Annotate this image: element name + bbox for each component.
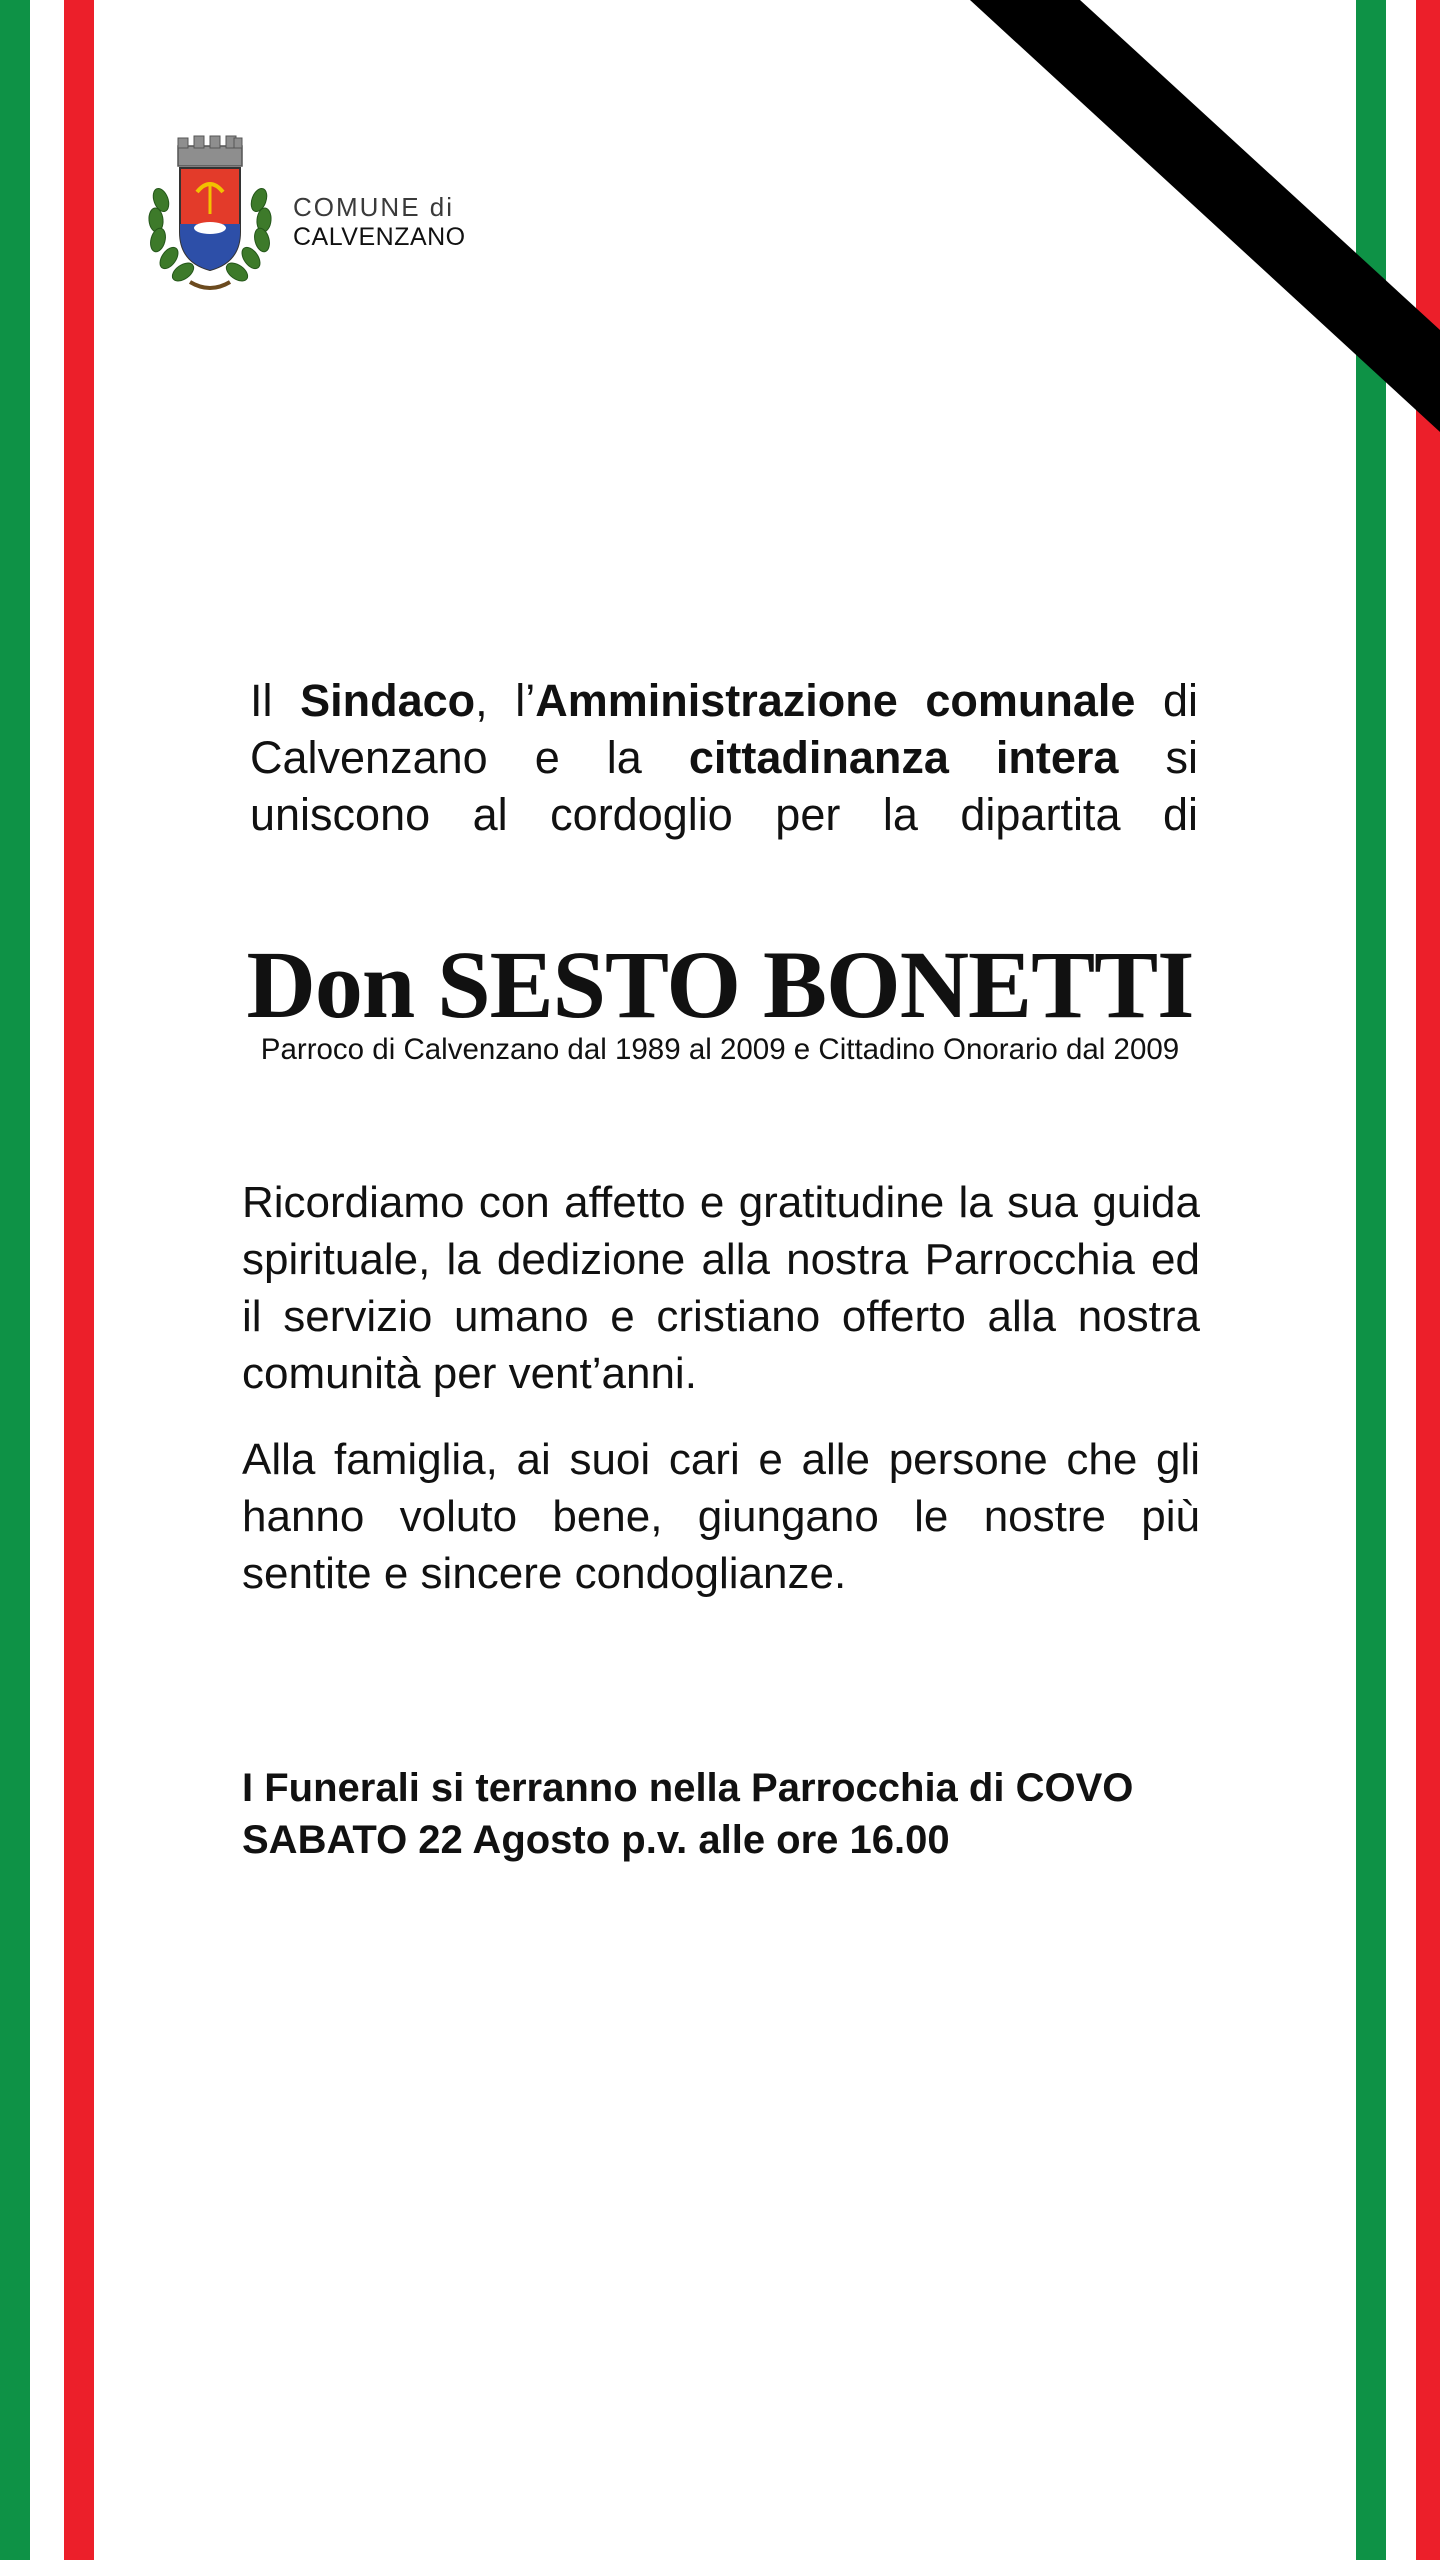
intro-administration: Amministrazione comunale [535,675,1136,726]
municipality-label: COMUNE di [293,192,455,222]
flag-stripe-red-left [64,0,94,2560]
municipal-crest-icon [145,132,275,302]
flag-stripe-red-right [1416,0,1440,2560]
funeral-datetime: SABATO 22 Agosto p.v. alle ore 16.00 [242,1818,950,1862]
condolences-paragraph: Alla famiglia, ai suoi cari e alle persone che gli hanno voluto bene, giungano le nostre più sentite e sincere condoglianze. [242,1435,1200,1598]
municipality-logo [145,132,465,302]
municipality-town: CALVENZANO [293,222,466,251]
intro-paragraph: Il Sindaco, l’Amministrazione comunale di Calvenzano e la cittadinanza intera si uniscono al cordoglio per la dipartita di [250,675,1199,840]
municipality-name [293,192,466,252]
flag-stripe-green-right [1356,0,1386,2560]
funeral-location: I Funerali si terranno nella Parrocchia di COVO [242,1766,1134,1810]
intro-mayor: Sindaco [300,675,476,726]
remembrance-paragraph: Ricordiamo con affetto e gratitudine la sua guida spirituale, la dedizione alla nostra Parrocchia ed il servizio umano e cristiano offerto alla nostra comunità per vent’anni. [242,1178,1200,1398]
intro-citizens: cittadinanza intera [688,732,1119,783]
deceased-subtitle: Parroco di Calvenzano dal 1989 al 2009 e Cittadino Onorario dal 2009 [260,1033,1180,1066]
deceased-name: Don SESTO BONETTI [246,931,1194,1038]
flag-stripe-green-left [0,0,30,2560]
funeral-notice [242,1762,1242,1866]
